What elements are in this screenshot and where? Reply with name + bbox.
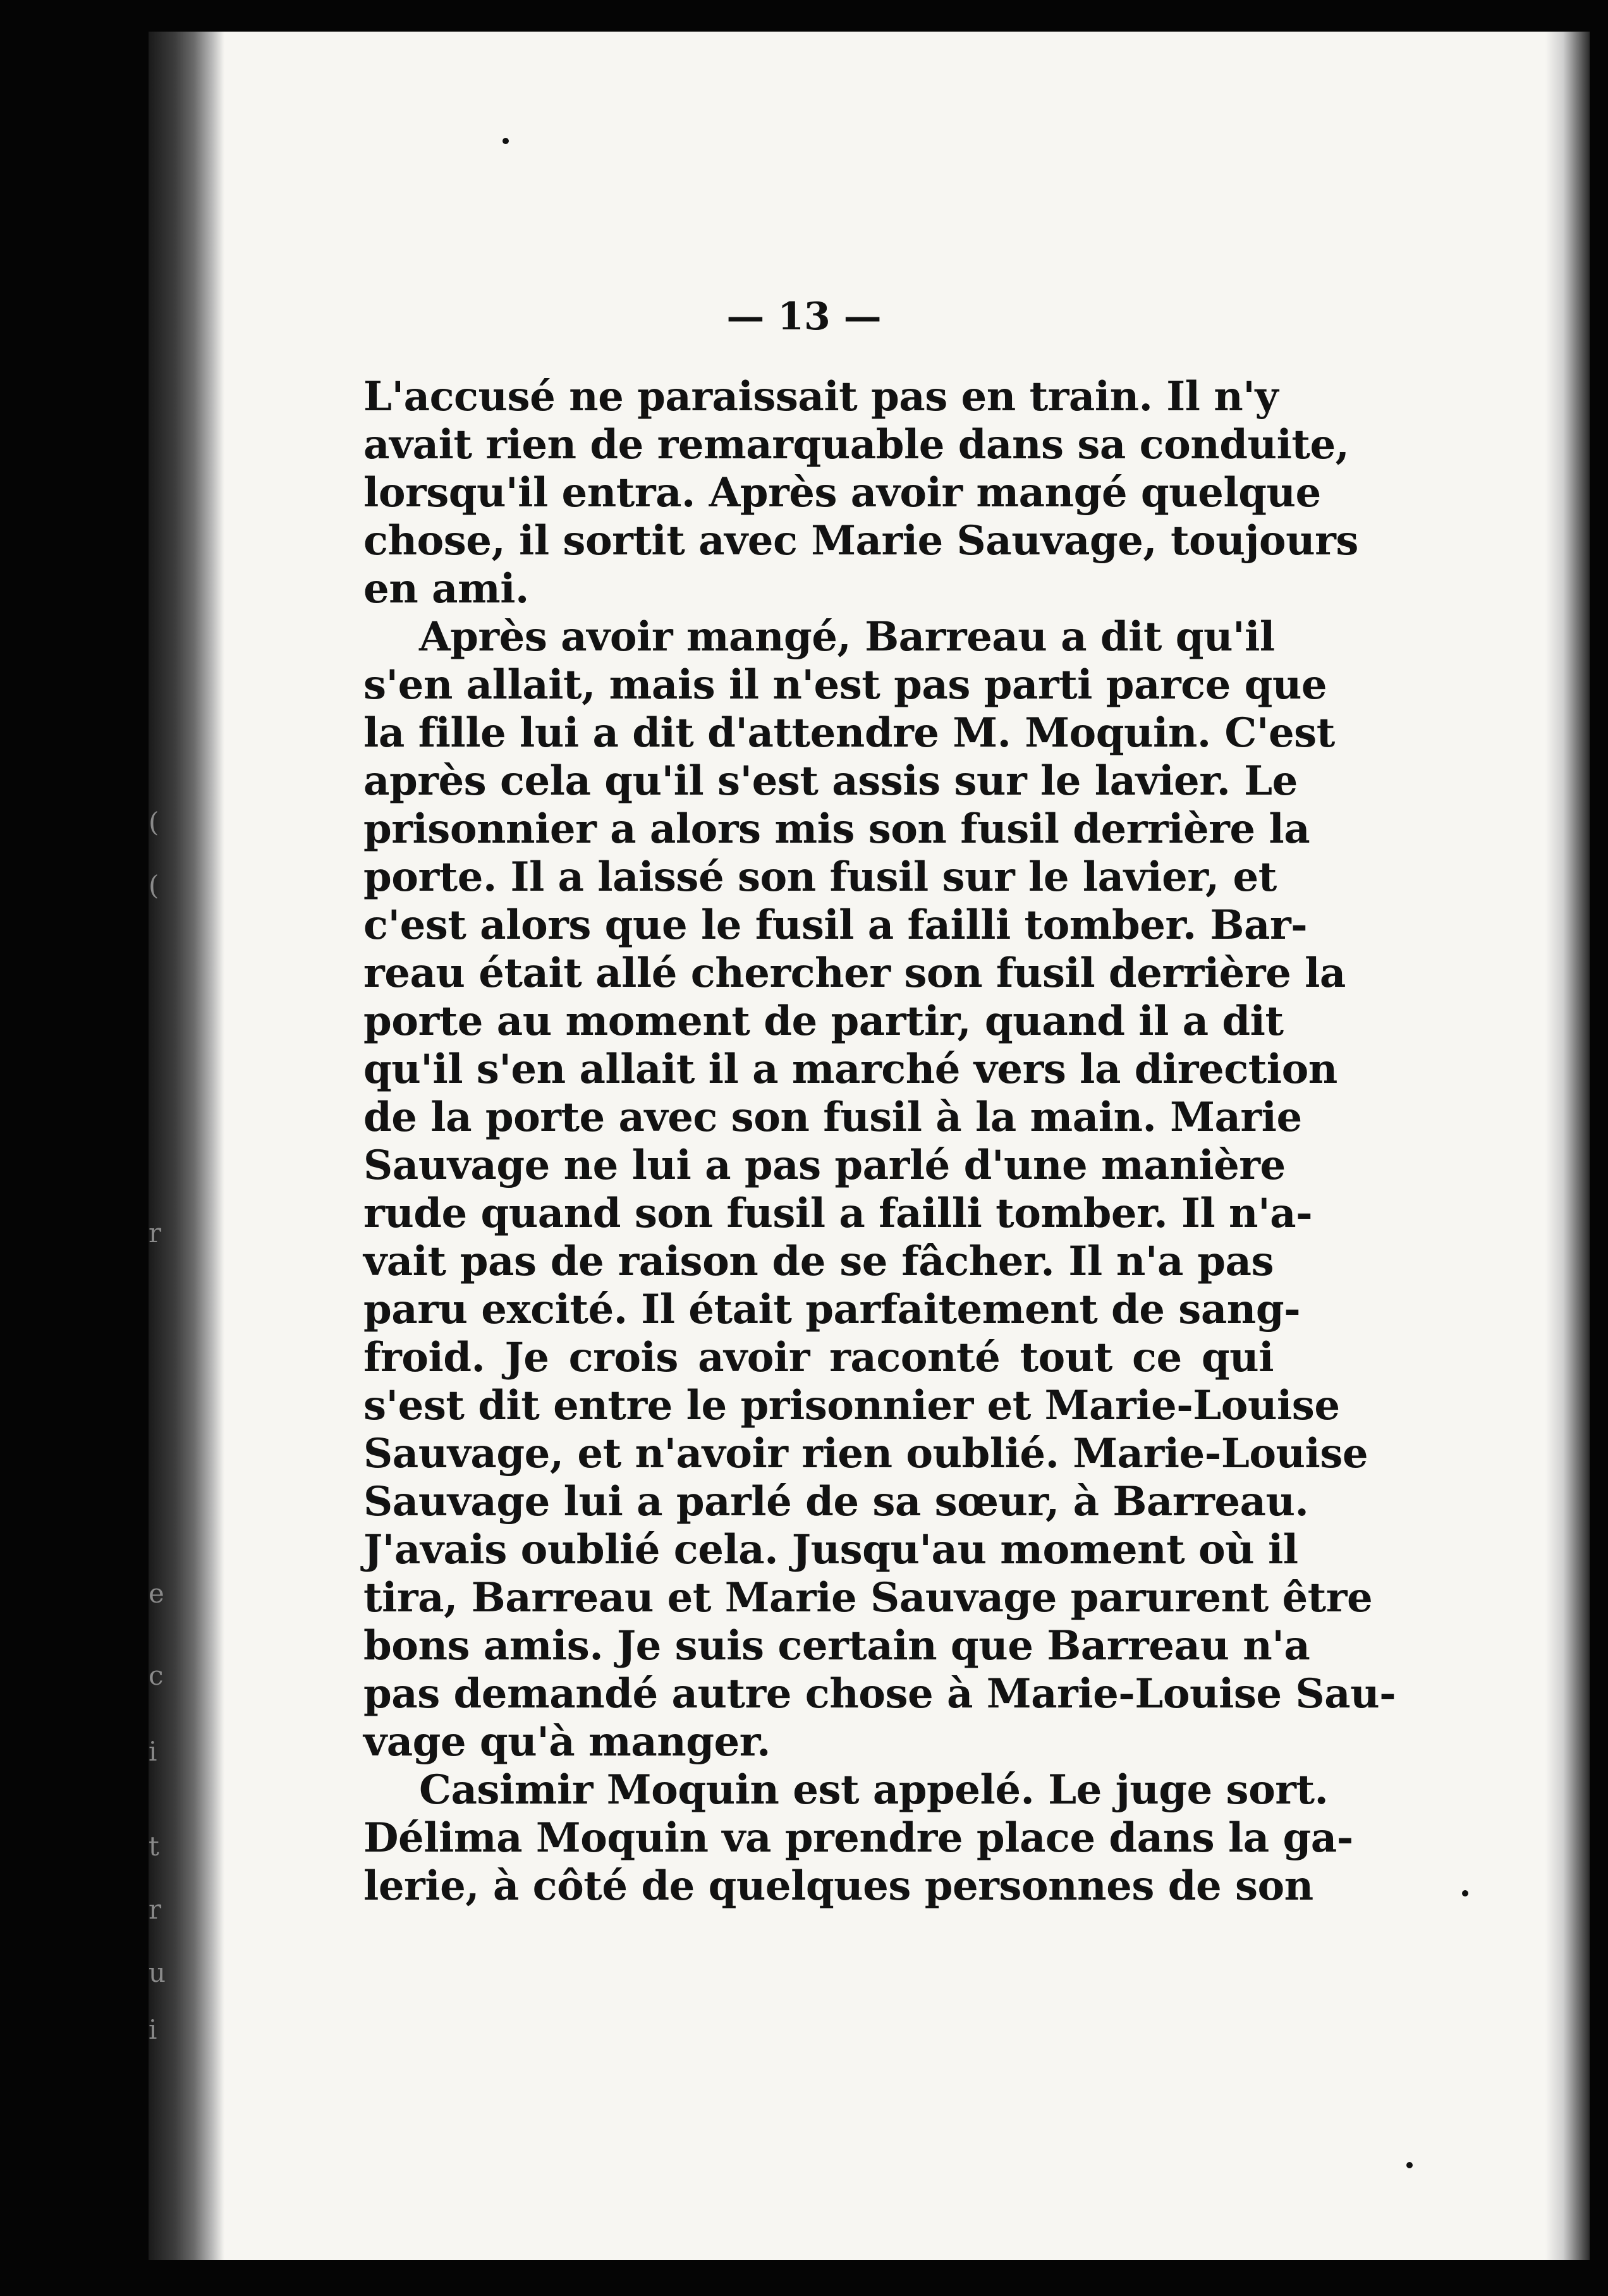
page-number: — 13 — xyxy=(726,295,882,339)
text-line: en ami. xyxy=(363,565,529,613)
bleed-through-mark: t xyxy=(149,1831,159,1862)
text-line: Casimir Moquin est appelé. Le juge sort. xyxy=(419,1766,1329,1814)
text-line: s'en allait, mais il n'est pas parti parce que xyxy=(363,661,1327,709)
bleed-through-mark: r xyxy=(149,1894,162,1925)
text-line: prisonnier a alors mis son fusil derrière la xyxy=(363,805,1310,853)
text-line: Sauvage, et n'avoir rien oublié. Marie-Louise xyxy=(363,1430,1368,1477)
text-line: s'est dit entre le prisonnier et Marie-Louise xyxy=(363,1382,1340,1429)
text-line: Sauvage lui a parlé de sa sœur, à Barreau. xyxy=(363,1478,1309,1525)
text-line: rude quand son fusil a failli tomber. Il n'a- xyxy=(363,1190,1313,1237)
bleed-through-mark: r xyxy=(149,1218,162,1249)
text-line: Après avoir mangé, Barreau a dit qu'il xyxy=(419,613,1275,661)
text-line: J'avais oublié cela. Jusqu'au moment où il xyxy=(363,1526,1298,1573)
text-line: lorsqu'il entra. Après avoir mangé quelque xyxy=(363,469,1321,516)
text-line: froid. Je crois avoir raconté tout ce qui xyxy=(363,1334,1274,1381)
text-line: après cela qu'il s'est assis sur le lavier. Le xyxy=(363,757,1298,805)
page-edge-shadow xyxy=(1545,32,1590,2260)
text-line: paru excité. Il était parfaitement de sang- xyxy=(363,1286,1301,1333)
text-line: Sauvage ne lui a pas parlé d'une manière xyxy=(363,1142,1286,1189)
bleed-through-mark: i xyxy=(149,1736,157,1767)
text-line: chose, il sortit avec Marie Sauvage, toujours xyxy=(363,517,1358,565)
bleed-through-mark: e xyxy=(149,1578,164,1609)
bleed-through-mark: i xyxy=(149,2014,157,2045)
text-line: pas demandé autre chose à Marie-Louise Sau- xyxy=(363,1670,1396,1718)
text-line: porte au moment de partir, quand il a dit xyxy=(363,998,1284,1045)
ink-speck xyxy=(502,138,509,144)
text-line: porte. Il a laissé son fusil sur le lavier, et xyxy=(363,853,1277,901)
text-line: bons amis. Je suis certain que Barreau n'a xyxy=(363,1622,1310,1670)
text-line: tira, Barreau et Marie Sauvage parurent être xyxy=(363,1574,1373,1621)
bleed-through-mark: c xyxy=(149,1660,164,1691)
text-line: lerie, à côté de quelques personnes de son xyxy=(363,1862,1313,1910)
text-line: L'accusé ne paraissait pas en train. Il n'y xyxy=(363,373,1279,420)
text-line: de la porte avec son fusil à la main. Marie xyxy=(363,1094,1302,1141)
text-line: avait rien de remarquable dans sa conduite, xyxy=(363,421,1349,468)
text-line: qu'il s'en allait il a marché vers la direction xyxy=(363,1046,1337,1093)
ink-speck xyxy=(1462,1890,1468,1896)
body-text xyxy=(363,373,1396,1910)
bleed-through-mark: ( xyxy=(149,870,159,901)
ink-speck xyxy=(1406,2162,1413,2168)
bleed-through-mark: u xyxy=(149,1957,166,1988)
binding-gutter xyxy=(149,32,224,2260)
text-line: reau était allé chercher son fusil derrière la xyxy=(363,950,1346,997)
bleed-through-mark: ( xyxy=(149,807,159,838)
text-line: Délima Moquin va prendre place dans la ga- xyxy=(363,1814,1353,1862)
text-line: la fille lui a dit d'attendre M. Moquin. C'est xyxy=(363,709,1335,757)
text-line: vage qu'à manger. xyxy=(363,1718,770,1766)
text-line: vait pas de raison de se fâcher. Il n'a pas xyxy=(363,1238,1274,1285)
text-line: c'est alors que le fusil a failli tomber. Bar- xyxy=(363,901,1308,949)
